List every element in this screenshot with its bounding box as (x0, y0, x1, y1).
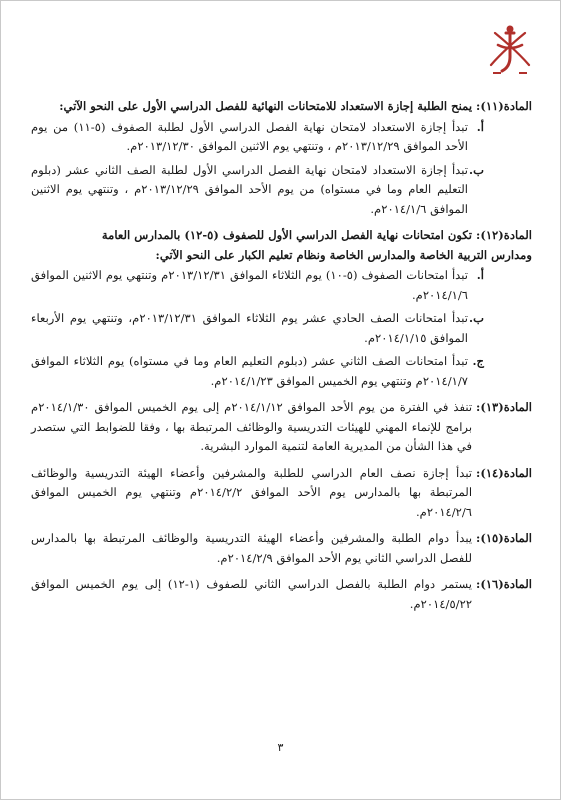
article-label: المادة(١٥): (476, 531, 532, 545)
article-16 (31, 575, 532, 614)
article-items (31, 266, 532, 391)
oman-national-emblem-icon (485, 21, 535, 77)
article-label: المادة(١٦): (476, 577, 532, 591)
article-11 (31, 97, 532, 219)
article-text: تبدأ إجازة نصف العام الدراسي للطلبة والمشرفين وأعضاء الهيئة التدريسية والوظائف المرتبطة بها بالمدارس يوم الأحد الموافق ٢٠١٤/٢/٢م وتنتهي يوم الخميس الموافق ٢٠١٤/٢/٦م. (31, 465, 473, 519)
article-label: المادة(١٣): (476, 400, 532, 414)
item-text: تبدأ إجازة الاستعداد لامتحان نهاية الفصل الدراسي الأول لطلبة الصف الثاني عشر (دبلوم التعليم العام وما في مستواه) من يوم الأحد الموافق ٢٠١٣/١٢/٢٩م ، وتنتهي يوم الاثنين الموافق ٢٠١٤/١/٦م. (31, 162, 468, 216)
item-letter: ج. (472, 354, 484, 368)
article-label: المادة(١٤): (476, 465, 532, 480)
item-text: تبدأ امتحانات الصف الثاني عشر (دبلوم التعليم العام وما في مستواه) يوم الثلاثاء الموافق ٢٠١٤/١/٧م وتنتهي يوم الخميس الموافق ٢٠١٤/١/٢٣م. (31, 354, 468, 388)
article-label: المادة(١٢): (476, 228, 532, 242)
article-text: تنفذ في الفترة من يوم الأحد الموافق ٢٠١٤/١/١٢م إلى يوم الخميس الموافق ٢٠١٤/١/٣٠م برامج للإنماء المهني للهيئات التدريسية والوظائف المرتبطة بها ، وفقا للضوابط التي ستصدر في هذا الشأن من المديرية العامة لتنمية الموارد البشرية. (31, 400, 473, 453)
article-title-continuation: ومدارس التربية الخاصة والمدارس الخاصة ونظام تعليم الكبار على النحو الآتي: (155, 247, 532, 262)
list-item (31, 352, 484, 391)
article-14 (31, 464, 532, 523)
page-number: ٣ (277, 741, 284, 754)
item-letter: ب. (469, 162, 484, 177)
item-text: تبدأ امتحانات الصفوف (٥-١٠) يوم الثلاثاء الموافق ٢٠١٣/١٢/٣١م وتنتهي يوم الاثنين الموافق ٢٠١٤/١/٦م. (31, 268, 468, 302)
item-text: تبدأ إجازة الاستعداد لامتحان نهاية الفصل الدراسي الأول لطلبة الصفوف (٥-١١) من يوم الأحد الموافق ٢٠١٣/١٢/٢٩م ، وتنتهي يوم الاثنين الموافق ٢٠١٣/١٢/٣٠م. (31, 119, 468, 153)
item-letter: أ. (476, 119, 484, 134)
article-15 (31, 529, 532, 568)
item-letter: ب. (469, 311, 484, 325)
article-12 (31, 226, 532, 391)
article-13 (31, 398, 532, 457)
article-title: يمنح الطلبة إجازة الاستعداد للامتحانات النهائية للفصل الدراسي الأول على النحو الآتي: (59, 99, 473, 113)
list-item (31, 266, 484, 305)
list-item (31, 118, 484, 157)
article-text: يبدأ دوام الطلبة والمشرفين وأعضاء الهيئة التدريسية والوظائف المرتبطة بها بالمدارس للفصل الدراسي الثاني يوم الأحد الموافق ٢٠١٤/٢/٩م. (31, 531, 473, 565)
article-items (31, 118, 532, 220)
list-item (31, 161, 484, 220)
article-title: تكون امتحانات نهاية الفصل الدراسي الأول للصفوف (٥-١٢) بالمدارس العامة (101, 228, 473, 242)
document-body (31, 97, 532, 621)
item-text: تبدأ امتحانات الصف الحادي عشر يوم الثلاثاء الموافق ٢٠١٣/١٢/٣١م، وتنتهي يوم الأربعاء الموافق ٢٠١٤/١/١٥م. (31, 311, 468, 345)
list-item (31, 309, 484, 348)
article-label: المادة(١١): (476, 99, 532, 113)
item-letter: أ. (476, 268, 484, 282)
article-text: يستمر دوام الطلبة بالفصل الدراسي الثاني للصفوف (١-١٢) إلى يوم الخميس الموافق ٢٠١٤/٥/٢٢م. (31, 577, 473, 611)
